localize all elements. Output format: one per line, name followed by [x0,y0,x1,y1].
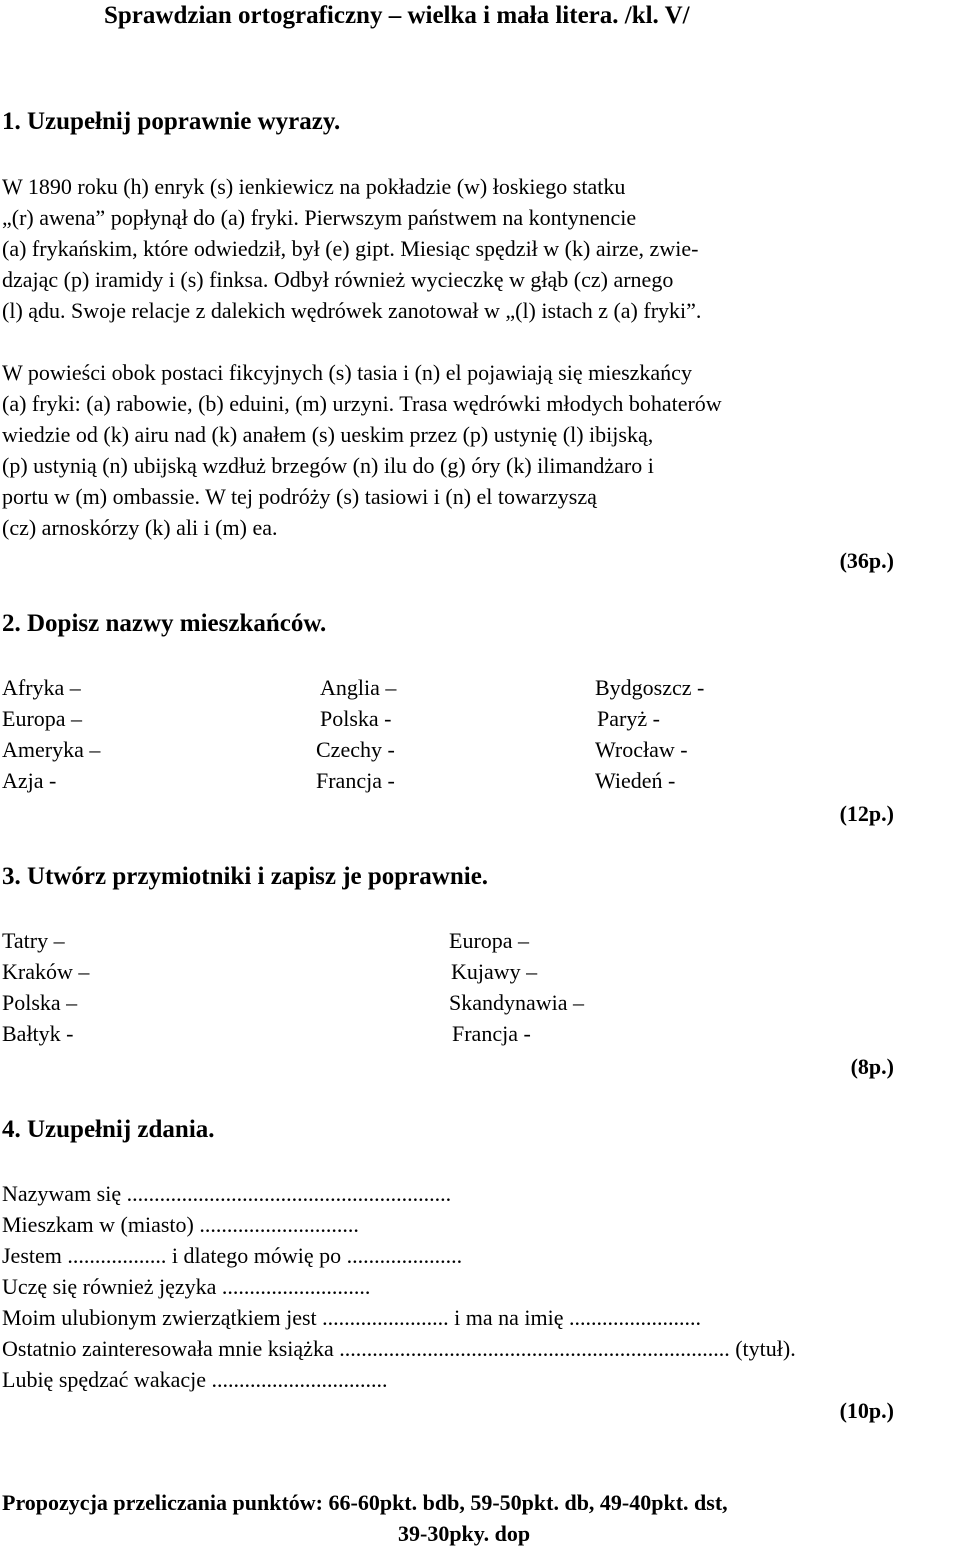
task1-p2-line: W powieści obok postaci fikcyjnych (s) tasia i (n) el pojawiają się mieszkańcy [2,360,692,385]
task1-p2-line: wiedzie od (k) airu nad (k) anałem (s) ueskim przez (p) ustynię (l) ibijską, [2,422,654,447]
task4-heading: 4. Uzupełnij zdania. [2,1116,215,1143]
task1-p2-line: (a) fryki: (a) rabowie, (b) eduini, (m) urzyni. Trasa wędrówki młodych bohaterów [2,391,722,416]
task4-sentence: Uczę się również języka ........................... [2,1274,371,1299]
task2-item: Polska - [320,706,392,731]
task4-sentence: Ostatnio zainteresowała mnie książka ....................................................................... (tytuł). [2,1336,796,1361]
task3-item: Polska – [2,990,78,1015]
task2-item: Wiedeń - [595,768,676,793]
task4-sentence: Lubię spędzać wakacje ................................ [2,1367,388,1392]
task1-p1-line: dzając (p) iramidy i (s) finksa. Odbył również wycieczkę w głąb (cz) arnego [2,267,674,292]
task2-item: Francja - [316,768,395,793]
task3-item: Tatry – [2,928,65,953]
task1-p2-line: (cz) arnoskórzy (k) ali i (m) ea. [2,515,278,540]
task4-sentence: Moim ulubionym zwierzątkiem jest ....................... i ma na imię ........................ [2,1305,702,1330]
grading-scale-line-2: 39-30pky. dop [398,1521,531,1546]
task2-item: Afryka – [2,675,81,700]
page-title: Sprawdzian ortograficzny – wielka i mała litera. /kl. V/ [104,2,690,29]
task3-item: Europa – [449,928,530,953]
task1-heading: 1. Uzupełnij poprawnie wyrazy. [2,108,341,135]
task4-sentence: Jestem .................. i dlatego mówię po ..................... [2,1243,463,1268]
task1-p2-line: (p) ustynią (n) ubijską wzdłuż brzegów (n) ilu do (g) óry (k) ilimandżaro i [2,453,654,478]
task3-item: Bałtyk - [2,1021,74,1046]
task1-p1-line: W 1890 roku (h) enryk (s) ienkiewicz na pokładzie (w) łoskiego statku [2,174,626,199]
task4-points: (10p.) [839,1398,894,1423]
task4-sentence: Nazywam się ........................................................... [2,1181,452,1206]
task1-points: (36p.) [839,548,894,573]
task2-item: Ameryka – [2,737,101,762]
task2-item: Europa – [2,706,83,731]
task3-item: Skandynawia – [449,990,585,1015]
task1-p2-line: portu w (m) ombassie. W tej podróży (s) tasiowi i (n) el towarzyszą [2,484,597,509]
task3-heading: 3. Utwórz przymiotniki i zapisz je poprawnie. [2,863,489,890]
task2-item: Czechy - [316,737,395,762]
task3-points: (8p.) [850,1054,894,1079]
task2-heading: 2. Dopisz nazwy mieszkańców. [2,610,327,637]
task1-p1-line: (l) ądu. Swoje relacje z dalekich wędrówek zanotował w „(l) istach z (a) fryki”. [2,298,702,323]
task2-item: Azja - [2,768,57,793]
task2-item: Wrocław - [595,737,688,762]
task2-item: Bydgoszcz - [595,675,705,700]
grading-scale-line-1: Propozycja przeliczania punktów: 66-60pkt. bdb, 59-50pkt. db, 49-40pkt. dst, [2,1490,728,1515]
task3-item: Francja - [452,1021,531,1046]
task2-item: Anglia – [320,675,397,700]
task3-item: Kraków – [2,959,90,984]
task4-sentence: Mieszkam w (miasto) ............................. [2,1212,359,1237]
task1-p1-line: (a) frykańskim, które odwiedził, był (e) gipt. Miesiąc spędził w (k) airze, zwie- [2,236,699,261]
task3-item: Kujawy – [451,959,538,984]
task2-item: Paryż - [597,706,660,731]
task2-points: (12p.) [839,801,894,826]
task1-p1-line: „(r) awena” popłynął do (a) fryki. Pierwszym państwem na kontynencie [2,205,637,230]
